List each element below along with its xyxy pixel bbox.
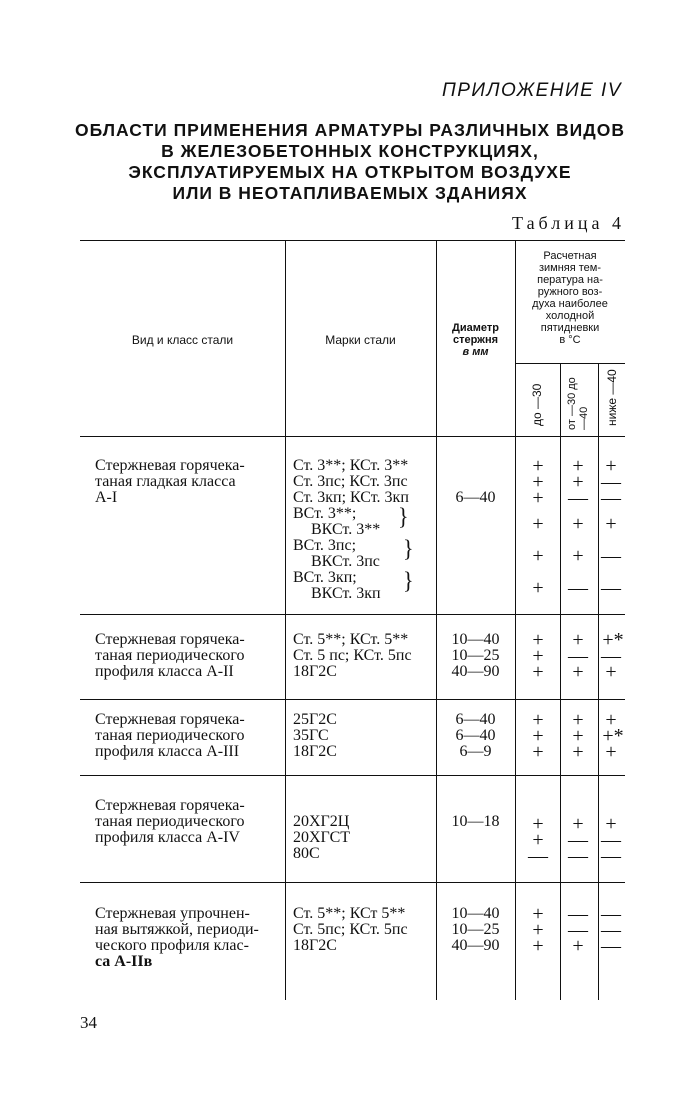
mark: — <box>601 829 621 851</box>
header-temperature <box>515 250 625 346</box>
header-temp-line: зимняя тем- <box>538 262 602 274</box>
grade-line: 25Г2С <box>293 711 337 728</box>
mark: — <box>568 487 588 509</box>
mark: + <box>532 471 544 493</box>
kind-line: А-I <box>95 489 118 506</box>
kind-line: са А-IIв <box>95 953 153 970</box>
header-temp-line: пятидневки <box>540 322 600 334</box>
mark: — <box>601 545 621 567</box>
kind-line: Стержневая горячека- <box>95 457 245 474</box>
brace-icon: } <box>403 566 414 595</box>
header-diameter-line: Диаметр <box>452 322 499 334</box>
mark: — <box>568 577 588 599</box>
mark: — <box>601 935 621 957</box>
row-kind <box>95 798 280 846</box>
diameter-line: 10—40 <box>451 905 500 922</box>
kind-line: Стержневая горячека- <box>95 711 245 728</box>
mark: + <box>532 829 544 851</box>
mark: + <box>605 455 617 477</box>
diameter-line: 40—90 <box>451 937 500 954</box>
header-temp-line: холодной <box>545 310 595 322</box>
mark: + <box>532 645 544 667</box>
grade-line: Ст. 3**; КСт. 3** <box>293 457 409 474</box>
table-label: Таблица 4 <box>512 213 625 233</box>
header-temp-line: в °С <box>559 334 581 346</box>
kind-line: таная периодического <box>95 727 245 744</box>
row-kind <box>95 906 280 970</box>
mark: + <box>605 741 617 763</box>
grade-line: Ст. 5**; КСт. 5** <box>293 631 409 648</box>
mark: + <box>532 813 544 835</box>
mark: + <box>532 903 544 925</box>
mark: + <box>532 661 544 683</box>
mark: + <box>532 487 544 509</box>
brace-icon: } <box>403 534 414 563</box>
row-grades <box>293 906 436 954</box>
title-line: В ЖЕЛЕЗОБЕТОННЫХ КОНСТРУКЦИЯХ, <box>161 141 539 161</box>
mark: + <box>572 471 584 493</box>
mark: + <box>532 935 544 957</box>
mark: + <box>605 813 617 835</box>
header-temp-col-3: ниже —40 <box>605 369 619 426</box>
row-kind <box>95 632 280 680</box>
mark: + <box>532 629 544 651</box>
diameter-line: 6—40 <box>455 711 496 728</box>
mark: + <box>572 513 584 535</box>
kind-line: Стержневая упрочнен- <box>95 905 250 922</box>
row-kind <box>95 712 280 760</box>
header-temp-line: пература на- <box>537 274 603 286</box>
mark: + <box>532 725 544 747</box>
appendix-label: ПРИЛОЖЕНИЕ IV <box>441 80 622 101</box>
grade-line: 80С <box>293 845 320 862</box>
mark: + <box>532 741 544 763</box>
mark: — <box>568 903 588 925</box>
kind-line: таная периодического <box>95 813 245 830</box>
mark: — <box>568 829 588 851</box>
mark: + <box>605 661 617 683</box>
header-grades: Марки стали <box>325 333 396 347</box>
mark: + <box>572 935 584 957</box>
mark: — <box>601 903 621 925</box>
mark: + <box>532 513 544 535</box>
grade-line: 20ХГСТ <box>293 829 351 846</box>
grade-line: ВКСт. 3кп <box>311 585 381 602</box>
mark: + <box>572 709 584 731</box>
mark: + <box>572 545 584 567</box>
mark: — <box>601 645 621 667</box>
kind-line: ная вытяжкой, периоди- <box>95 921 259 938</box>
mark: +* <box>602 629 624 651</box>
grade-line: ВКСт. 3пс <box>311 553 380 570</box>
row-kind <box>95 458 280 506</box>
mark: — <box>568 845 588 867</box>
mark: +* <box>602 725 624 747</box>
grade-line: 18Г2С <box>293 663 337 680</box>
grade-line: ВКСт. 3** <box>311 521 381 538</box>
header-diameter-line: стержня <box>452 334 499 346</box>
kind-line: Стержневая горячека- <box>95 797 245 814</box>
mark: — <box>528 845 548 867</box>
diameter-line: 40—90 <box>451 663 500 680</box>
mark: + <box>532 455 544 477</box>
mark: + <box>572 455 584 477</box>
mark: + <box>605 709 617 731</box>
header-diameter-line: в мм <box>462 346 489 358</box>
diameter-line: 6—9 <box>459 743 492 760</box>
kind-line: таная гладкая класса <box>95 473 236 490</box>
kind-line: таная периодического <box>95 647 245 664</box>
mark: + <box>572 725 584 747</box>
mark: — <box>601 577 621 599</box>
row-grades <box>293 632 436 680</box>
header-temp-line: ружного воз- <box>537 286 603 298</box>
header-diameter <box>436 322 515 358</box>
diameter-line: 10—40 <box>451 631 500 648</box>
grade-line: Ст. 5 пс; КСт. 5пс <box>293 647 412 664</box>
brace-icon: } <box>398 502 409 531</box>
row-diameter: 10—18 <box>451 813 500 830</box>
row-diameters <box>436 712 515 760</box>
grade-line: Ст. 3пс; КСт. 3пс <box>293 473 408 490</box>
grade-line: Ст. 3кп; КСт. 3кп <box>293 489 409 506</box>
row-diameters <box>436 632 515 680</box>
grade-line: 18Г2С <box>293 937 337 954</box>
title-line: ОБЛАСТИ ПРИМЕНЕНИЯ АРМАТУРЫ РАЗЛИЧНЫХ ВИДОВ <box>75 120 625 140</box>
header-temp-col-1: до —30 <box>530 383 544 426</box>
row-grades <box>293 712 436 760</box>
grade-line: ВСт. 3пс; <box>293 537 357 554</box>
row-grades <box>293 458 436 602</box>
mark: + <box>532 577 544 599</box>
grade-line: 18Г2С <box>293 743 337 760</box>
header-temp-line: духа наиболее <box>532 298 608 310</box>
kind-line: ческого профиля клас- <box>95 937 249 954</box>
header-temp-col-2: от —30 до —40 <box>566 377 590 430</box>
row-diameter: 6—40 <box>455 489 496 506</box>
grade-line: Ст. 5пс; КСт. 5пс <box>293 921 408 938</box>
kind-line: профиля класса А-IV <box>95 829 240 846</box>
mark: — <box>568 645 588 667</box>
grade-line: ВСт. 3**; <box>293 505 357 522</box>
grade-line: ВСт. 3кп; <box>293 569 357 586</box>
diameter-line: 6—40 <box>455 727 496 744</box>
grade-line: 35ГС <box>293 727 329 744</box>
grade-line: Ст. 5**; КСт 5** <box>293 905 406 922</box>
page-title <box>60 120 640 204</box>
mark: — <box>601 919 621 941</box>
row-diameters <box>436 906 515 954</box>
diameter-line: 10—25 <box>451 647 500 664</box>
mark: — <box>601 487 621 509</box>
diameter-line: 10—25 <box>451 921 500 938</box>
kind-line: профиля класса А-II <box>95 663 234 680</box>
mark: + <box>572 661 584 683</box>
mark: + <box>605 513 617 535</box>
title-line: ИЛИ В НЕОТАПЛИВАЕМЫХ ЗДАНИЯХ <box>172 183 528 203</box>
mark: + <box>572 813 584 835</box>
grade-line: 20ХГ2Ц <box>293 813 350 830</box>
mark: — <box>601 845 621 867</box>
kind-line: профиля класса А-III <box>95 743 240 760</box>
mark: + <box>532 709 544 731</box>
table <box>80 240 625 1000</box>
mark: + <box>572 741 584 763</box>
header-temp-line: Расчетная <box>543 250 597 262</box>
title-line: ЭКСПЛУАТИРУЕМЫХ НА ОТКРЫТОМ ВОЗДУХЕ <box>128 162 572 182</box>
mark: + <box>532 919 544 941</box>
row-grades <box>293 814 436 862</box>
kind-line: Стержневая горячека- <box>95 631 245 648</box>
mark: + <box>532 545 544 567</box>
page-number: 34 <box>80 1013 97 1032</box>
mark: — <box>568 919 588 941</box>
mark: — <box>601 471 621 493</box>
mark: + <box>572 629 584 651</box>
header-kind: Вид и класс стали <box>131 333 234 347</box>
